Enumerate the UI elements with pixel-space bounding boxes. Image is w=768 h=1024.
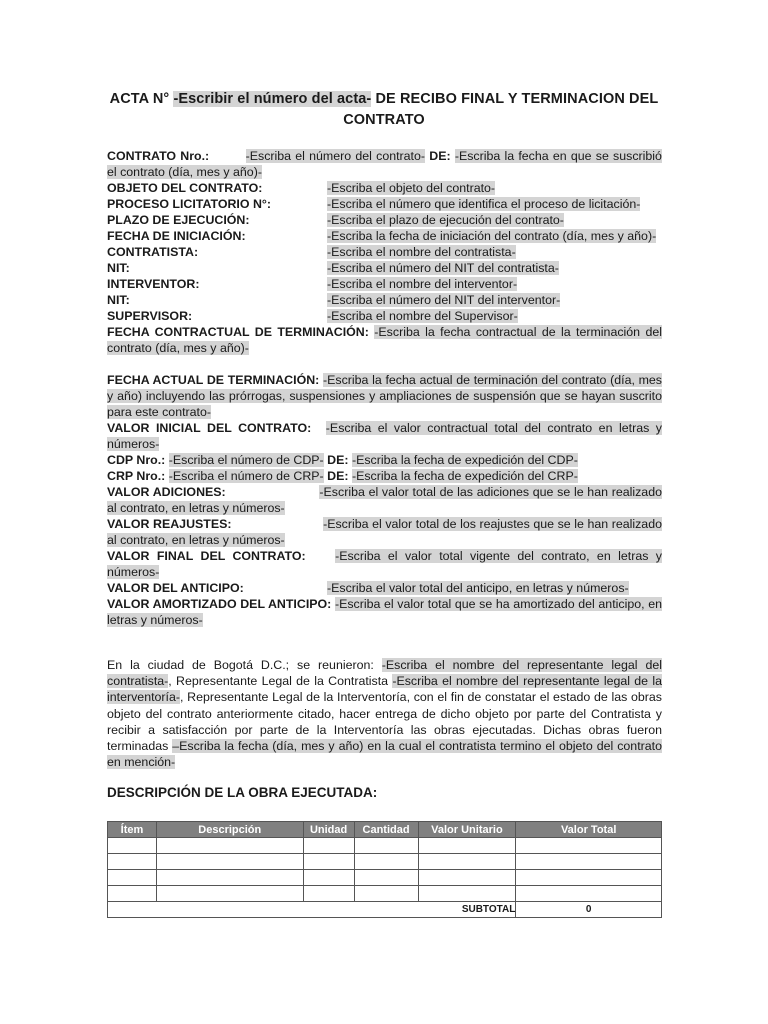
table-cell[interactable] [156, 838, 303, 854]
table-cell[interactable] [303, 886, 354, 902]
field-value-wrap [327, 260, 662, 276]
field-value[interactable]: -Escriba el número de CDP- [168, 453, 324, 467]
field-value[interactable]: -Escriba el número del contrato- [245, 149, 426, 163]
table-cell[interactable] [516, 886, 662, 902]
column-header-total-value: Valor Total [516, 822, 662, 838]
table-cell[interactable] [303, 870, 354, 886]
field-value[interactable]: -Escriba el objeto del contrato- [327, 181, 496, 195]
field-label: DE: [327, 453, 349, 467]
table-cell[interactable] [516, 838, 662, 854]
field-value-wrap [327, 276, 662, 292]
table-cell[interactable] [108, 854, 157, 870]
field-fecha-actual [107, 372, 662, 420]
field-value[interactable]: -Escriba el número del NIT del interventor- [327, 293, 561, 307]
table-cell[interactable] [303, 854, 354, 870]
field-label: VALOR FINAL DEL CONTRATO: [107, 549, 306, 563]
field-crp [107, 468, 662, 484]
field-label: CONTRATISTA: [107, 245, 199, 259]
column-header-quantity: Cantidad [354, 822, 418, 838]
field-valor-inicial [107, 420, 662, 452]
field-value[interactable]: -Escriba el número que identifica el proceso de licitación- [327, 197, 641, 211]
table-cell[interactable] [354, 886, 418, 902]
field-row [107, 276, 662, 292]
subtotal-value: 0 [516, 902, 662, 918]
field-row [107, 212, 662, 228]
table-cell[interactable] [418, 886, 516, 902]
paragraph-text: , Representante Legal de la Interventoría, con el fin de constatar el estado de las obras objeto del contrato anteriormente citado, hacer entrega de dicho objeto por parte del Contratista y recibir a satisfacción por parte de la Interventoría las obras ejecutadas. Dichas obras fueron terminadas [107, 690, 662, 754]
contractor-rep-placeholder[interactable]: -Escriba el nombre del representante legal del contratista- [107, 658, 662, 689]
field-valor-final [107, 548, 662, 580]
field-cdp [107, 452, 662, 468]
field-value[interactable]: -Escriba el valor total de las adiciones que se le han realizado al contrato, en letras y números- [107, 485, 662, 515]
field-value[interactable]: -Escriba el nombre del interventor- [327, 277, 518, 291]
meeting-paragraph [107, 657, 662, 770]
table-cell[interactable] [418, 870, 516, 886]
field-valor-adiciones [107, 484, 662, 516]
table-cell[interactable] [418, 854, 516, 870]
field-value[interactable]: -Escriba la fecha actual de terminación del contrato (día, mes y año) incluyendo las prórrogas, suspensiones y ampliaciones de suspensión que se hayan suscrito para este contrato- [107, 373, 662, 419]
table-cell[interactable] [156, 886, 303, 902]
field-label: SUPERVISOR: [107, 309, 193, 323]
field-label: PROCESO LICITATORIO N°: [107, 197, 271, 211]
field-row [107, 244, 662, 260]
field-value[interactable]: -Escriba el valor total de los reajustes que se le han realizado al contrato, en letras y números- [107, 517, 662, 547]
field-label: VALOR AMORTIZADO DEL ANTICIPO: [107, 597, 332, 611]
field-label: CRP Nro.: [107, 469, 166, 483]
field-label: INTERVENTOR: [107, 277, 200, 291]
field-value[interactable]: -Escriba el número del NIT del contratista- [327, 261, 559, 275]
table-header-row [108, 822, 662, 838]
field-row [107, 292, 662, 308]
field-row [107, 228, 662, 244]
field-label: CDP Nro.: [107, 453, 166, 467]
field-label: FECHA CONTRACTUAL DE TERMINACIÓN: [107, 325, 369, 339]
table-cell[interactable] [516, 854, 662, 870]
table-cell[interactable] [516, 870, 662, 886]
table-cell[interactable] [354, 854, 418, 870]
table-cell[interactable] [108, 886, 157, 902]
paragraph-text: , Representante Legal de la Contratista [168, 674, 393, 689]
field-row [107, 260, 662, 276]
subtotal-row [108, 902, 662, 918]
field-row [107, 180, 662, 196]
field-value-wrap [327, 196, 662, 212]
field-value[interactable]: -Escriba la fecha contractual de la terminación del contrato (día, mes y año)- [107, 325, 662, 355]
subtotal-label: SUBTOTAL [108, 902, 516, 918]
contract-fields [107, 148, 662, 628]
field-value-wrap [327, 212, 662, 228]
field-value-wrap [327, 308, 662, 324]
field-label: VALOR ADICIONES: [107, 485, 226, 499]
field-value[interactable]: -Escriba el nombre del Supervisor- [327, 309, 518, 323]
field-list [107, 180, 662, 324]
table-row [108, 870, 662, 886]
field-label: FECHA ACTUAL DE TERMINACIÓN: [107, 373, 320, 387]
document-title [107, 89, 661, 131]
title-prefix: ACTA N° [109, 91, 174, 107]
title-suffix: DE RECIBO FINAL Y TERMINACION DEL CONTRATO [343, 91, 659, 128]
acta-number-placeholder[interactable]: -Escribir el número del acta- [173, 91, 372, 107]
field-label: NIT: [107, 293, 130, 307]
field-value[interactable]: -Escriba el nombre del contratista- [327, 245, 516, 259]
field-label: DE: [429, 149, 451, 163]
field-value-wrap [327, 292, 662, 308]
field-value[interactable]: -Escriba el valor total vigente del contrato, en letras y números- [107, 549, 662, 579]
field-value-wrap [327, 228, 662, 244]
field-value[interactable]: -Escriba la fecha en que se suscribió el contrato (día, mes y año)- [107, 149, 662, 179]
table-row [108, 838, 662, 854]
spacer [107, 356, 662, 372]
works-table [107, 821, 662, 918]
table-cell[interactable] [108, 870, 157, 886]
field-label: PLAZO DE EJECUCIÓN: [107, 213, 250, 227]
field-contrato [107, 148, 662, 180]
field-value-wrap [327, 180, 662, 196]
field-label: VALOR INICIAL DEL CONTRATO: [107, 421, 312, 435]
field-valor-reajustes [107, 516, 662, 548]
field-label: DE: [327, 469, 349, 483]
section-title: DESCRIPCIÓN DE LA OBRA EJECUTADA: [107, 785, 378, 800]
paragraph-text: En la ciudad de Bogotá D.C.; se reunieron: [107, 658, 382, 672]
field-valor-anticipo [107, 580, 662, 596]
table-cell[interactable] [156, 870, 303, 886]
field-row [107, 196, 662, 212]
field-value[interactable]: -Escriba la fecha de expedición del CDP- [351, 453, 578, 467]
table-cell[interactable] [108, 838, 157, 854]
field-label: VALOR REAJUSTES: [107, 517, 232, 531]
column-header-unit: Unidad [303, 822, 354, 838]
column-header-description: Descripción [156, 822, 303, 838]
field-value-wrap [327, 244, 662, 260]
field-label: NIT: [107, 261, 130, 275]
field-label: FECHA DE INICIACIÓN: [107, 229, 246, 243]
table-cell[interactable] [303, 838, 354, 854]
table-cell[interactable] [156, 854, 303, 870]
table-cell[interactable] [418, 838, 516, 854]
column-header-item: Ítem [108, 822, 157, 838]
field-valor-amortizado [107, 596, 662, 628]
table-body [108, 838, 662, 918]
field-value[interactable]: -Escriba el valor total que se ha amortizado del anticipo, en letras y números- [107, 597, 662, 627]
column-header-unit-value: Valor Unitario [418, 822, 516, 838]
field-value[interactable]: -Escriba el número de CRP- [168, 469, 324, 483]
table-row [108, 886, 662, 902]
field-label: VALOR DEL ANTICIPO: [107, 581, 244, 595]
field-value[interactable]: -Escriba el valor total del anticipo, en letras y números- [327, 581, 629, 595]
field-value[interactable]: -Escriba el valor contractual total del contrato en letras y números- [107, 421, 662, 451]
field-row [107, 308, 662, 324]
field-value[interactable]: -Escriba la fecha de expedición del CRP- [351, 469, 578, 483]
completion-date-placeholder[interactable]: –Escriba la fecha (día, mes y año) en la cual el contratista termino el objeto del contrato en mención- [107, 739, 662, 770]
field-value[interactable]: -Escriba la fecha de iniciación del contrato (día, mes y año)- [327, 229, 657, 243]
interventor-rep-placeholder[interactable]: -Escriba el nombre del representante legal de la interventoría- [107, 674, 662, 705]
table-cell[interactable] [354, 838, 418, 854]
field-label: CONTRATO Nro.: [107, 149, 210, 163]
table-cell[interactable] [354, 870, 418, 886]
field-label: OBJETO DEL CONTRATO: [107, 181, 263, 195]
field-fecha-contractual [107, 324, 662, 356]
table-row [108, 854, 662, 870]
field-value[interactable]: -Escriba el plazo de ejecución del contrato- [327, 213, 564, 227]
